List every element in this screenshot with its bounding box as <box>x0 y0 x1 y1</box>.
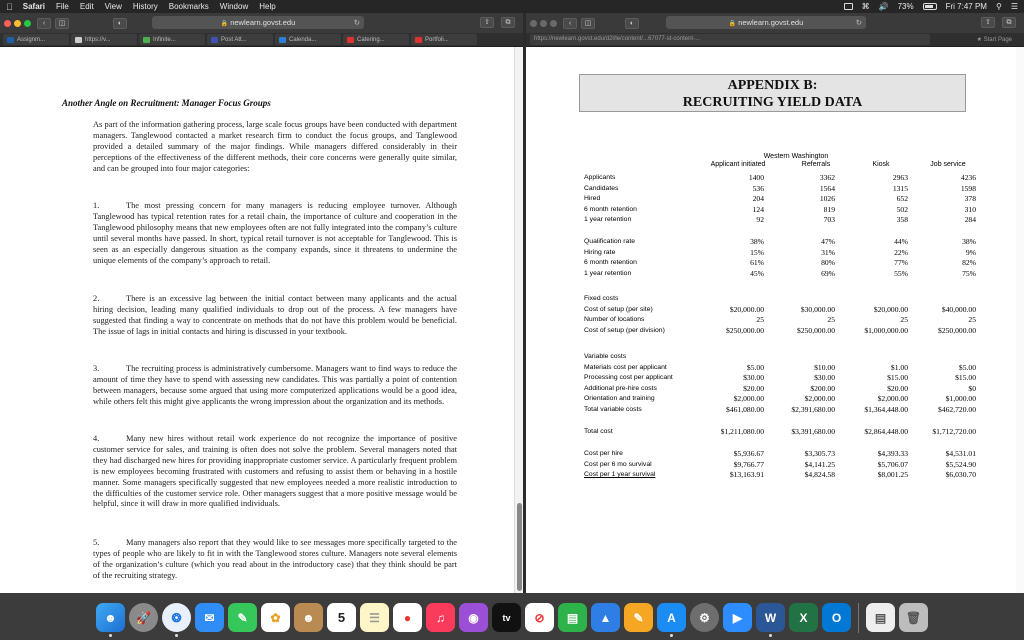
cell-value: $15.00 <box>887 373 908 383</box>
right-tab[interactable]: https://newlearn.govst.edu/d2l/le/content/...67077-st-content-... <box>530 34 930 45</box>
point-2: 2. There is an excessive lag between the initial contact between many applicants and the actual hiring decision, leading many qualified individuals to drop out of the process. A few managers have suggested that finding a way to concentrate on methods that do not have this problem would be beneficial. The issue of lags in initial contacts and hiring is discussed in your textbook. <box>93 294 457 336</box>
section-title: Fixed costs <box>584 295 619 302</box>
cell-value: 1315 <box>892 183 908 193</box>
cell-value: $4,393.33 <box>877 449 908 458</box>
cell-value: $20.00 <box>887 383 908 393</box>
address-text: newlearn.govst.edu <box>230 18 296 27</box>
row-label: Cost per 6 mo survival <box>584 460 652 468</box>
screen-record-icon[interactable] <box>844 3 853 10</box>
row-label: Cost of setup (per site) <box>584 305 653 313</box>
row-label: Applicants <box>584 174 616 181</box>
row-label: Orientation and training <box>584 395 655 403</box>
cell-value: 310 <box>964 204 976 214</box>
bookmark-portfolio[interactable]: Portfoli... <box>411 34 477 45</box>
cell-value: 124 <box>752 204 764 214</box>
cell-value: $5.00 <box>958 362 976 372</box>
cell-value: 1598 <box>960 183 976 193</box>
tv-label: tv <box>502 612 511 623</box>
cell-value: 2963 <box>892 173 908 182</box>
cell-value: 82% <box>962 258 976 268</box>
row-label: Total variable costs <box>584 406 642 413</box>
favorites-bar <box>0 33 523 47</box>
cell-value: $4,531.01 <box>945 449 976 458</box>
lock-icon: 🔒 <box>220 21 229 27</box>
cell-value: $30.00 <box>743 373 764 383</box>
cell-value: 45% <box>750 268 764 278</box>
pages-icon[interactable]: ✎ <box>624 603 653 632</box>
cell-value: $200.00 <box>810 383 835 393</box>
row-label: 6 month retention <box>584 205 637 213</box>
contacts-icon[interactable]: ☻ <box>294 603 323 632</box>
spotlight-icon[interactable]: ⚲ <box>995 2 1002 11</box>
numbers-icon[interactable]: ▤ <box>558 603 587 632</box>
share-button[interactable]: ⇧ <box>480 17 494 28</box>
cell-value: 536 <box>752 183 764 193</box>
systemprefs-icon[interactable]: ⚙ <box>690 603 719 632</box>
section-heading: Another Angle on Recruitment: Manager Focus Groups <box>62 98 271 108</box>
appendix-title <box>579 74 966 112</box>
right-sidebar-button[interactable]: ◫ <box>581 18 595 29</box>
row-label: Candidates <box>584 184 619 192</box>
cell-value: 47% <box>821 237 835 246</box>
podcasts-icon[interactable]: ◉ <box>459 603 488 632</box>
cell-value: $6,030.70 <box>945 470 976 480</box>
right-tab-overview-button[interactable]: ⧉ <box>1002 17 1016 28</box>
row-label: Processing cost per applicant <box>584 374 673 382</box>
right-privacy-icon[interactable]: ◐ <box>625 18 639 29</box>
cell-value: $2,000.00 <box>733 394 764 404</box>
left-toolbar <box>0 13 523 33</box>
word-icon[interactable]: W <box>756 603 785 632</box>
volume-icon[interactable]: 🔊 <box>878 2 889 11</box>
cell-value: $250,000.00 <box>938 325 976 335</box>
mail-icon[interactable]: ✉ <box>195 603 224 632</box>
cell-value: $1,211,080.00 <box>720 427 764 436</box>
menu-window[interactable]: Window <box>213 2 242 11</box>
cell-value: 3362 <box>819 173 835 182</box>
cell-value: $1,364,448.00 <box>864 405 908 414</box>
bookmark-assignments[interactable]: Assignm... <box>3 34 69 45</box>
right-share-button[interactable]: ⇧ <box>981 17 995 28</box>
right-reload-icon[interactable]: ↻ <box>855 18 862 27</box>
launchpad-icon[interactable]: 🚀 <box>129 603 158 632</box>
cell-value: 25 <box>827 315 835 325</box>
cell-value: $4,141.25 <box>804 459 835 469</box>
row-label: Hiring rate <box>584 248 616 256</box>
cell-value: 4236 <box>960 173 976 182</box>
cell-value: 378 <box>964 194 976 204</box>
dock <box>0 593 1024 640</box>
cell-value: 75% <box>962 268 976 278</box>
cell-value: 15% <box>750 247 764 257</box>
region-header: Western Washington <box>763 153 829 160</box>
cell-value: 204 <box>752 194 764 204</box>
cell-value: $20,000.00 <box>729 304 764 314</box>
notes-icon[interactable]: ☰ <box>360 603 389 632</box>
cell-value: 1564 <box>819 183 835 193</box>
cell-value: 25 <box>756 315 764 325</box>
cell-value: $250,000.00 <box>797 325 835 335</box>
keynote-icon[interactable]: ▲ <box>591 603 620 632</box>
cell-value: $2,000.00 <box>877 394 908 404</box>
column-header: Kiosk <box>872 161 890 168</box>
cell-value: $8,001.25 <box>877 470 908 480</box>
row-label: Additional pre-hire costs <box>584 384 657 392</box>
minimize-window-button[interactable] <box>14 20 21 27</box>
right-address-bar[interactable] <box>666 16 866 29</box>
cell-value: $3,391,680.00 <box>791 427 835 436</box>
cell-value: 652 <box>896 194 908 204</box>
apple-menu-icon[interactable] <box>6 2 13 12</box>
start-page-tab[interactable]: ★ Start Page <box>976 37 1012 43</box>
cell-value: 703 <box>823 215 835 225</box>
cell-value: 80% <box>821 258 835 268</box>
cell-value: 284 <box>964 215 976 225</box>
reminders-icon[interactable]: ● <box>393 603 422 632</box>
cell-value: $5.00 <box>746 362 764 372</box>
close-window-button[interactable] <box>4 20 11 27</box>
right-scrollbar[interactable] <box>1016 47 1024 593</box>
bookmark-calendar[interactable]: Calenda... <box>275 34 341 45</box>
cell-value: $1.00 <box>890 362 908 372</box>
cell-value: 38% <box>750 237 764 246</box>
cell-value: 38% <box>962 237 976 246</box>
cell-value: 69% <box>821 268 835 278</box>
cell-value: 819 <box>823 204 835 214</box>
cell-value: $2,000.00 <box>804 394 835 404</box>
right-back-button[interactable]: ‹ <box>563 18 577 29</box>
row-label: 1 year retention <box>584 269 632 277</box>
finder-doc-icon[interactable]: ▤ <box>866 603 895 632</box>
menu-bar <box>0 0 1024 13</box>
cell-value: 1400 <box>748 173 764 182</box>
cell-value: $0 <box>968 383 976 393</box>
cell-value: 31% <box>821 247 835 257</box>
finder-icon[interactable]: ☻ <box>96 603 125 632</box>
cell-value: 77% <box>894 258 908 268</box>
sidebar-button[interactable]: ◫ <box>55 18 69 29</box>
menu-help[interactable]: Help <box>252 2 269 11</box>
back-button[interactable]: ‹ <box>37 18 51 29</box>
left-scroll-thumb[interactable] <box>517 503 522 591</box>
zoom-window-button[interactable] <box>24 20 31 27</box>
row-label: Cost of setup (per division) <box>584 326 665 334</box>
row-label: Hired <box>584 195 601 203</box>
cell-value: 502 <box>896 204 908 214</box>
row-label: Total cost <box>584 428 613 435</box>
appendix-page <box>526 47 1024 593</box>
cell-value: 9% <box>965 247 976 257</box>
privacy-report-icon[interactable]: ◐ <box>113 18 127 29</box>
cell-value: $9,766.77 <box>733 459 764 469</box>
intro-paragraph: As part of the information gathering process, large scale focus groups have been conducted with department managers. Tanglewood contacted a market research firm to conduct the focus groups, and Tanglewood provided a detailed summary of the major findings. While managers differed considerably in their perceptions of the effectiveness of the different methods, their core concerns were generally quite similar, and can be grouped into four major categories: <box>93 120 457 173</box>
appendix-title-line1: APPENDIX B: <box>727 78 818 93</box>
point-4: 4. Many new hires without retail work experience do not recognize the importance of positive customer service for sales, and training is often does not solve the problem. Several managers noted that they had discharged new hires for providing inappropriate customer service. A particularly frequent problem is new employees becoming frustrated with customers and refusing to assist them or behaving in a hostile manner. Some managers specifically suggested that new employees needed a more realistic introduction to the difficulties of the customer service role. Other managers suggest that a more positive message would be helpful, since it will draw in more qualified individuals. <box>93 434 457 509</box>
row-label: Number of locations <box>584 316 645 324</box>
cell-value: 358 <box>896 215 908 225</box>
calendar-day: 5 <box>337 610 346 625</box>
cell-value: $250,000.00 <box>726 325 764 335</box>
point-1: 1. The most pressing concern for many managers is reducing employee turnover. Although Tanglewood has typical retention rates for a retail chain, the importance of culture and cooperation in the Tanglewood philosophy means that new employees often are not fully integrated into the company’s culture until several months have passed. In short, typical retail turnover is not acceptable for Tanglewood. This is seen as an especially dangerous situation as the company expands, since it threatens to undermine the unique elements of the company’s approach to retail. <box>93 201 457 265</box>
cell-value: $1,712,720.00 <box>932 427 976 436</box>
cell-value: $10.00 <box>814 362 835 372</box>
menu-edit[interactable]: Edit <box>73 2 87 11</box>
wifi-icon[interactable]: ⌘ <box>861 2 870 11</box>
cell-value: 25 <box>968 315 976 325</box>
right-safari-window <box>526 13 1024 593</box>
address-bar[interactable] <box>152 16 364 29</box>
menu-file[interactable]: File <box>49 2 63 11</box>
cell-value: $5,706.07 <box>877 459 908 469</box>
cell-value: $20,000.00 <box>873 304 908 314</box>
bookmark-infinite[interactable]: Infinite... <box>139 34 205 45</box>
section-title: Variable costs <box>584 353 627 360</box>
reload-icon[interactable]: ↻ <box>353 18 360 27</box>
close-window-button-inactive[interactable] <box>530 20 537 27</box>
point-5: 5. Many managers also report that they would like to see messages more specifically targeted to the types of people who are likely to fit in with the Tanglewood stores culture. Managers note several elements of the organization’s culture (which you read about in the introductory case) that they think should be part of the recruiting strategy. <box>93 538 457 580</box>
clock[interactable]: Fri 7:47 PM <box>945 2 987 11</box>
cell-value: $462,720.00 <box>938 405 976 414</box>
row-label: Cost per hire <box>584 450 623 457</box>
cell-value: $30,000.00 <box>800 304 835 314</box>
music-icon[interactable]: ♫ <box>426 603 455 632</box>
photos-icon[interactable]: ✿ <box>261 603 290 632</box>
news-icon[interactable]: ⊘ <box>525 603 554 632</box>
document-page <box>0 47 514 593</box>
menu-view[interactable]: View <box>97 2 116 11</box>
battery-icon[interactable] <box>923 3 937 10</box>
cell-value: $5,936.67 <box>733 449 764 458</box>
cell-value: 55% <box>894 268 908 278</box>
cell-value: $5,524.90 <box>945 459 976 469</box>
cell-value: 25 <box>900 315 908 325</box>
row-label: Cost per 1 year survival <box>584 471 656 479</box>
bookmark-catering[interactable]: Catering... <box>343 34 409 45</box>
calendar-icon[interactable] <box>327 603 356 632</box>
menu-history[interactable]: History <box>126 2 152 11</box>
trash-icon[interactable]: 🗑 <box>899 603 928 632</box>
bookmark-https[interactable]: https://v... <box>71 34 137 45</box>
outlook-icon[interactable]: O <box>822 603 851 632</box>
excel-icon[interactable]: X <box>789 603 818 632</box>
minimize-window-button-inactive[interactable] <box>540 20 547 27</box>
cell-value: 1026 <box>819 194 835 204</box>
cell-value: 44% <box>894 237 908 246</box>
appstore-icon[interactable]: A <box>657 603 686 632</box>
dock-separator <box>858 603 859 633</box>
cell-value: $2,864,448.00 <box>864 427 908 436</box>
cell-value: 61% <box>750 258 764 268</box>
row-label: 1 year retention <box>584 216 632 224</box>
right-toolbar <box>526 13 1024 33</box>
row-label: Qualification rate <box>584 238 636 245</box>
cell-value: $4,824.58 <box>804 470 835 480</box>
menu-bookmarks[interactable]: Bookmarks <box>162 2 203 11</box>
point-3: 3. The recruiting process is administratively cumbersome. Managers want to find ways to reduce the amount of time they have to spend with assessing new candidates. This was partially a point of contention between managers, because some argued that using more computerized applications would be a good idea, while others felt this might give applicants the wrong impression about the organization and its methods. <box>93 364 457 406</box>
safari-icon[interactable]: ❂ <box>162 603 191 632</box>
appendix-title-line2: RECRUITING YIELD DATA <box>682 95 863 110</box>
right-tab-bar <box>526 33 1024 47</box>
messages-icon[interactable]: ✎ <box>228 603 257 632</box>
cell-value: 92 <box>756 215 764 225</box>
column-header: Job service <box>930 161 966 168</box>
cell-value: 22% <box>894 247 908 257</box>
right-lock-icon: 🔒 <box>728 21 737 27</box>
tab-overview-button[interactable]: ⧉ <box>501 17 515 28</box>
cell-value: $13,163.91 <box>729 470 764 480</box>
cell-value: $30.00 <box>814 373 835 383</box>
left-scrollbar[interactable] <box>514 47 523 593</box>
column-header: Applicant initiated <box>710 161 766 168</box>
battery-percent[interactable]: 73% <box>897 2 914 11</box>
cell-value: $1,000.00 <box>945 394 976 404</box>
tv-icon[interactable] <box>492 603 521 632</box>
cell-value: $40,000.00 <box>941 304 976 314</box>
row-label: 6 month retention <box>584 259 637 267</box>
column-header: Referrals <box>801 161 831 168</box>
row-label: Materials cost per applicant <box>584 363 667 371</box>
notification-center-icon[interactable]: ☰ <box>1010 2 1018 11</box>
menu-safari[interactable]: Safari <box>16 2 39 11</box>
right-address-text: newlearn.govst.edu <box>738 18 804 27</box>
zoom-window-button-inactive[interactable] <box>550 20 557 27</box>
cell-value: $3,305.73 <box>804 449 835 458</box>
cell-value: $1,000,000.00 <box>864 325 908 335</box>
left-safari-window <box>0 13 523 593</box>
cell-value: $2,391,680.00 <box>791 405 835 414</box>
cell-value: $15.00 <box>955 373 976 383</box>
cell-value: $20.00 <box>743 383 764 393</box>
bookmark-post[interactable]: Post Att... <box>207 34 273 45</box>
zoom-icon[interactable]: ▶ <box>723 603 752 632</box>
cell-value: $461,080.00 <box>726 405 764 414</box>
